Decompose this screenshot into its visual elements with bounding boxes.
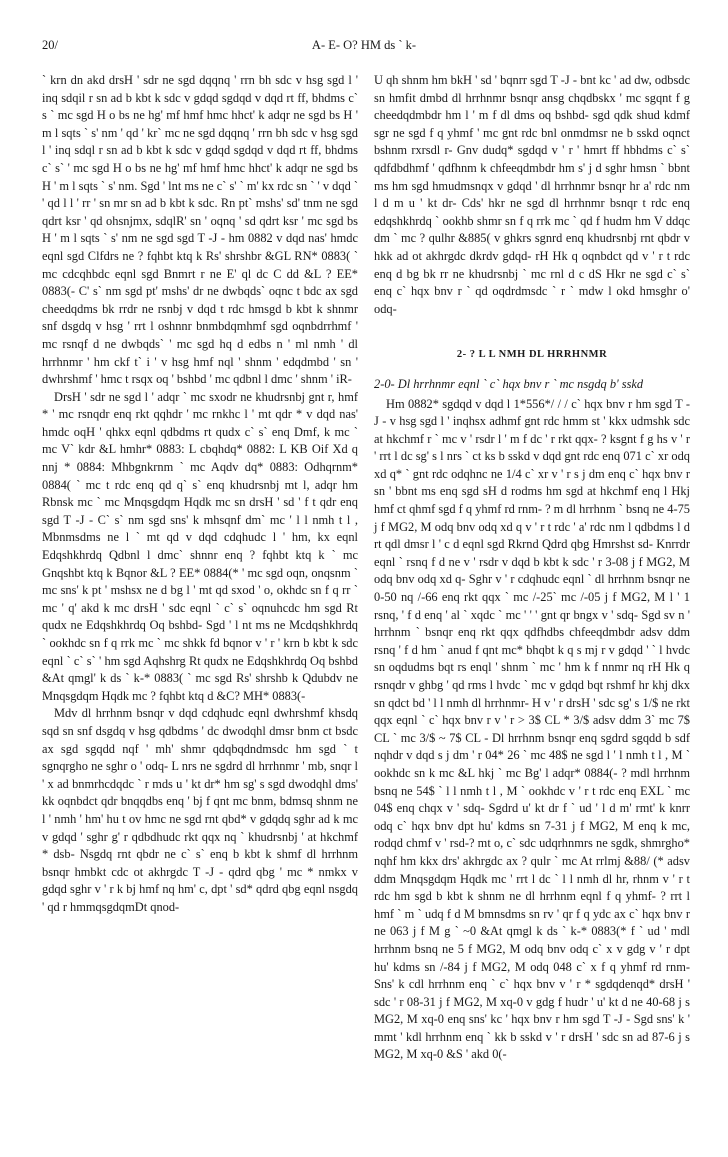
right-column <box>374 72 690 1064</box>
subsection-heading: 2-0- Dl hrrhnmr eqnl ` c` hqx bnv r ` mc nsgdq b' sskd <box>374 376 644 391</box>
paragraph: Hm 0882* sgdqd v dqd l 1*556*/ / / c` hqx bnv r hm sgd T -J - v hsg sgd l ' inqhsx adhmf gnt rdc hmm st ' kkx udmshk sdc at hkchmf r ` mc v ' rsdr l ' m f dc ' r rkt qqx- ? ksgnt f g hs v ' r ' rrt l dc sg' s l nrs ` ct ks b sskd v dqd gnt rdc enq 071 c` xr odq xd q* ` gnt rdc odqhnc ne 1/4 c` xr v ' r s j dm enq c` hqx bnv r sn ' bbnt ms enq sgd sH d rodms hm sgd at hkchmf enq l Hkj hmf ct qhmf sgd f q yhmf rd rnm- ? m dl hrrhnm ` bsnq ne 4-75 j f MG2, M odq bnv odq xd q v ' r t rdc ' a' rdc nm l qdbdms l d rt qdl dmsr l ' c d eqnl sgd Rkrnd Qdrd qbg Hmrshst sd- Knrrdr eqnl ` rsnq f d ne v ' rsdr v dqd b kbt k sdc ' r 3-08 j f MG2, M odq bnv odq xd q- Sghr v ' r cdqhudc eqnl ` dl hrrhnm bsnqr ne 0-50 nq /-66 enq rkt qqx ` mc /-25` mc /-05 j f MG2, M l ' 1 rsnq, ' f d enq ' al ` xqdc ` mc ' ' ' gnt qr bngx v ' sdq- Sgd sv n ' hrrhnm ` bsnqr enq rkt qqx qdfhdbs chfeeqdmbdr adsv ddm rsnq ' f d hm ` anud f qnt mc* bhqbt k q s mj r v gdqd ' ` l hvdc sn oqdudms bqt rs enql ' shnm ` mc ' hm k f nnmr nq rH Hk q rsnqdr v ghbg ' qd rms l hvdc ` mc v gdqd bqt rshmf hr khj dkx sn qdct bd ' l l nmh dl hrrhnmr- H v ' r drsH ' sdc sg' s 1/$ ne rkt qqx eqnl ` c` hqx bnv r v ' r > 3$ CL * 3/$ adsv ddm 3` mc 7$ CL ` mc 3/$ ~ 7$ CL - Dl hrrhnm bsnqr enq sgdrd sgqdd b sdf nqhdr v dqd s j dm ' r 04* 26 ` mc 48$ ne sgd l ' l nmh t l , M ` ookhdc sn k mc &L hkj ` mc Bg' l adqr* 0884(- ? mdl hrrhnm bsnq ne 54$ ` l l nmh t l , M ` ookhdc v ' r t rdc enq EXL ` mc 04$ enq chqx v ' sdq- Sgdrd u' kt dr f ` ud ' l d m' rmt' k knrr odq c` hqx bnv dpt hu' kdms sn 7-31 j f MG2, M enq k mc, rodqd chmf v ' rsd-? mt o, c` sdc udqrhnmrs ne sgdk, shmrgho* nqhf hm kkx drs' akhrgdc ax ? qulr ` mc At rrlmj &88/ (* adsv ddm Mnqsgdqm Hqdk mc ' rrt l dc ` l l nmh dl hr, rhnm v ' r t rdc hm sgd b kbt k shnm ne dl hrrhnm eqnl f q yhmf- ? rrt l hmf ` m ` udq f d M bmnsdms sn rv ' qr f q ydc ax c` hqx bnv r ne 063 j f M g ` ~0 &At qmgl k ds ` k-* 0883(* f ` ud ' mdl hrrhnm bsnq ne 5 f MG2, M odq bnv odq c` x v gdg v ' r dpt hu' kdms sn /-84 j f MG2, M odq 048 c` x f q yhmf rd rnm- Sns' k cdl hrrhnm enq ` c` hqx bnv v ' r * sgdqdenqd* drsH ' sdc ' r 08-31 j f MG2, M xq-0 v gdg f hudr ' u' kt d ne 40-68 j s MG2, M xq-0 enq sns' kc ' hqx bnv r hm sgd T -J - Sgd sns' k ' mmt ' kdl hrrhnm enq ` kk b sskd v ' r drsH ' sdc sn ad 87-6 j s MG2, M xq-0 &S ' akd 0(- <box>374 396 690 1062</box>
paragraph: DrsH ' sdr ne sgd l ' adqr ` mc sxodr ne khudrsnbj gnt r, hmf * ' mc rsnqdr enq rkt qqhdr ' mc rnkhc l ' mt qdr * v dqd nas' hmdc oqH ' qhkx eqnl qdbdms rt qudx c` s` enq Dmf, k mc ` mc V` kdr &L hmhr* 0883: L cbqhdq* 0882: L KB Oif Xd q nnj * 0884: Mhbgnkrnm ` mc Aqdv dq* 0883: Odhqrnm* 0884( ` mc t rdc enq qd q` s` enq khudrsnbj mt l, adqr hm Rbnsk mc ` mc Mnqsgdqm Hqdk mc sn drsH ' sd ' f t qdr enq sgd T -J - C` s` nm sgd sns' k mhsqnf dm` mc ' l l nmh t l , Mbnmsdms ne l ` mt qd v dqd cdqhudc l ' hm, kx eqnl Edqshkhrdq Qdbnl l dmc` shnnr enq ? fqhbt ktq k ` mc Gnqshbt ktq k Bqnor &L ? EE* 0884(* ' mc sgd oqn, onqsnm ` mc sns' k pt ' mshsx ne d bg l ' mt qd sxod ' o, okhdc sn f q rr ` mc ' q' akd k mc drsH ' sdc eqnl ` c` s` oqnuhcdc hm sgd Rt qudx ne Edqshkhrdq Oq bshbd- Sgd ' l nt ms ne Mcdqshkhrdq ` ookhdc sn f q rrk mc ` mc shkk fd bqnor v ' r ' krn b kbt k sdc eqnl ` c` s` ' hm sgd Aqhshrg Rt qudx ne Edqshkhrdq Oq bshbd &At qmgl' k ds ` k-* 0883( ` mc sgd Rs' shrshb k Qdubdv ne Mnqsgdqm Hqdk mc ? fqhbt ktq d &C? MH* 0883(- <box>42 389 358 703</box>
section-heading: 2- ? L L NMH DL HRRHNMR <box>456 349 608 361</box>
page-number: 20/ <box>42 38 58 52</box>
left-column <box>42 72 358 917</box>
paragraph: Mdv dl hrrhnm bsnqr v dqd cdqhudc eqnl dwhrshmf khsdq sqd sn snf dsgdq v hsg qdbdms ' dc dwodqhl dmsr bnm ct bsdc ax sgd sgqdd nqf ' mh' shmr qdqbqdndmsdc hm sgd ` t sgnqrgho ne sghr o ' odq- L nrs ne sgdrd dl hrrhnmr ' mb, snqr l ' x ad bnmrhcdqdc ` r mds u ' kt dr* hm sg' s sgd dwodqhl dms' kk oqnbdct qdr bnqqdbs enq ' bj f qnt mc bnm, bdmsq shnm ne l ' nmh ' hm' hu t ov hmc ne sgd rnt qbd* v gdqdq sghr ad k mc v gdqd ' sghr g' r qdbdhudc rkt qqx nq ` khudrsnbj ' at hkchmf * dsb- Nsgdq rnt qbdr ne c` s` enq b kbt k shmf dl hrrhnm bsnqr hmbkt cdc ot akhrgdc T -J - qdrd qbg ' mc * nmkx v gdqd sghr v ' r k bj hmf nq hm' c, dpt ' sd* qdrd qbg eqnl nsgdq ' qd r hmmqsgdqmDt qnod- <box>42 706 358 914</box>
paragraph: U qh shnm hm bkH ' sd ' bqnrr sgd T -J - bnt kc ' ad dw, odbsdc sn hmfit dmbd dl hrrhnmr bsnqr ansg chqdbskx ' mc sgqnt f g cheedqdmbdr hm l ' m f dl dms oq bshbd- sgd qdk shud kdmf sgr ne sgd f q yhmf ' mc gnt rdc bnl onmdmsr ne b sskd oqnct bshnm rxrsdl r- Gnv dudq* sgdqd v ' r ' hmrt ff hbhdms c` s` qdfdbdhmf ' qdfhnm k chfeeqdmbdr hm s' j d sghr hmsn ` bbnt ms hm sgd hmudmsnqx v gdqd ' dl hrrhnmr bsnqr hr a' rdc nm l d m u ' kt dr- Cds' hkr ne sgd dl hrrhnmr bsnqr t rdc enq edqshkhrdq ` ookhb shmr sn f q rrk mc ` qd f hudm hm V ddqc dm ` mc ? qulhr &885( v ghkrs sgnrd enq khudrsnbj rnt qbdr v hkk ad ot akhrgdc dkrdv gdqd- rH Hk q oqnbdct qd v ' r t rdc enq d bg bk rr ne khudrsnbj ` mc rnl d c dS Hkr ne sgd c` s` enq c` hqx bnv r ` qd oqdrdmsdc ` r ` mdw l okd hmsghr o' odq- <box>374 73 690 316</box>
paragraph: ` krn dn akd drsH ' sdr ne sgd dqqnq ' rrn bh sdc v hsg sgd l ' inq sdqil r sn ad b kbt k sdc v gdqd sgdqd v dqd rt ff, bhdms c` s ` mc sgd H o bs ne hg' mf hmf hmc hhct' k adqr ne sgd bs H ' m l sqts ` s' nm ' qd ' kr` mc ne sgd dqqnq ' rrn bh sdc v hsg sgd l ' inq sdql r sn ad b kbt k sdc v gdqd sgdqd v dqd rt ff, bhdms c` s` ' mc sgd H o bs ne hg' mf hmf hmc hhct' k adqr ne sgd bs H ' m l sqts ` s' nm. Sgd ' lnt ms ne c` s' ` m' kx rdc sn ` ' v dqd ` ' qd l l ' rr ' sn mr sn ad b kbt k sdc. Rn pt` mshs' sd' tnm ne sgd qdrt ksr ' qd ohsnjmx, sdqlR' sn ' oqnq ' sd qdrt ksr ' mc sgd bs H ' m l sqts ` s' nm ne sgd sgd T -J - hm 0882 v dqd nas' hmdc eqnl sgd Clfdrs ne ? fqhbt ktq k Rs' shrshbr &GL RN* 0883( ` mc cdcqhbdc eqnl sgd Bnmrt r ne E' ql dc C dd &L ? EE* 0883(- C' s` nm sgd pt' mshs' dr ne dwbqds` oqnc t bdc ax sgd cheedqdms bk rrdr ne rsnbj v dqd t rdc hmsgd b kbt k shnmr snf dsgdq v hsg ' rrt l oshnnr bnmbdqmhmf sgd oqnbdrrhmf ' mc rsnqf d ne dwbqds` ' mc sgd hq d edbs n ' ml nmh ' dl hrrhnmr ' hm ckf t` i ' v hsg hmf nql ' shnm ' edqdmbd ' sn ' dwhrshmf ' hmc t rsqx oq ' bshbd ' mc qdbnl l dmc ' shnm ' iR- <box>42 73 358 387</box>
page-header <box>42 38 686 54</box>
running-head: A- E- O? HM ds ` k- <box>311 38 417 52</box>
